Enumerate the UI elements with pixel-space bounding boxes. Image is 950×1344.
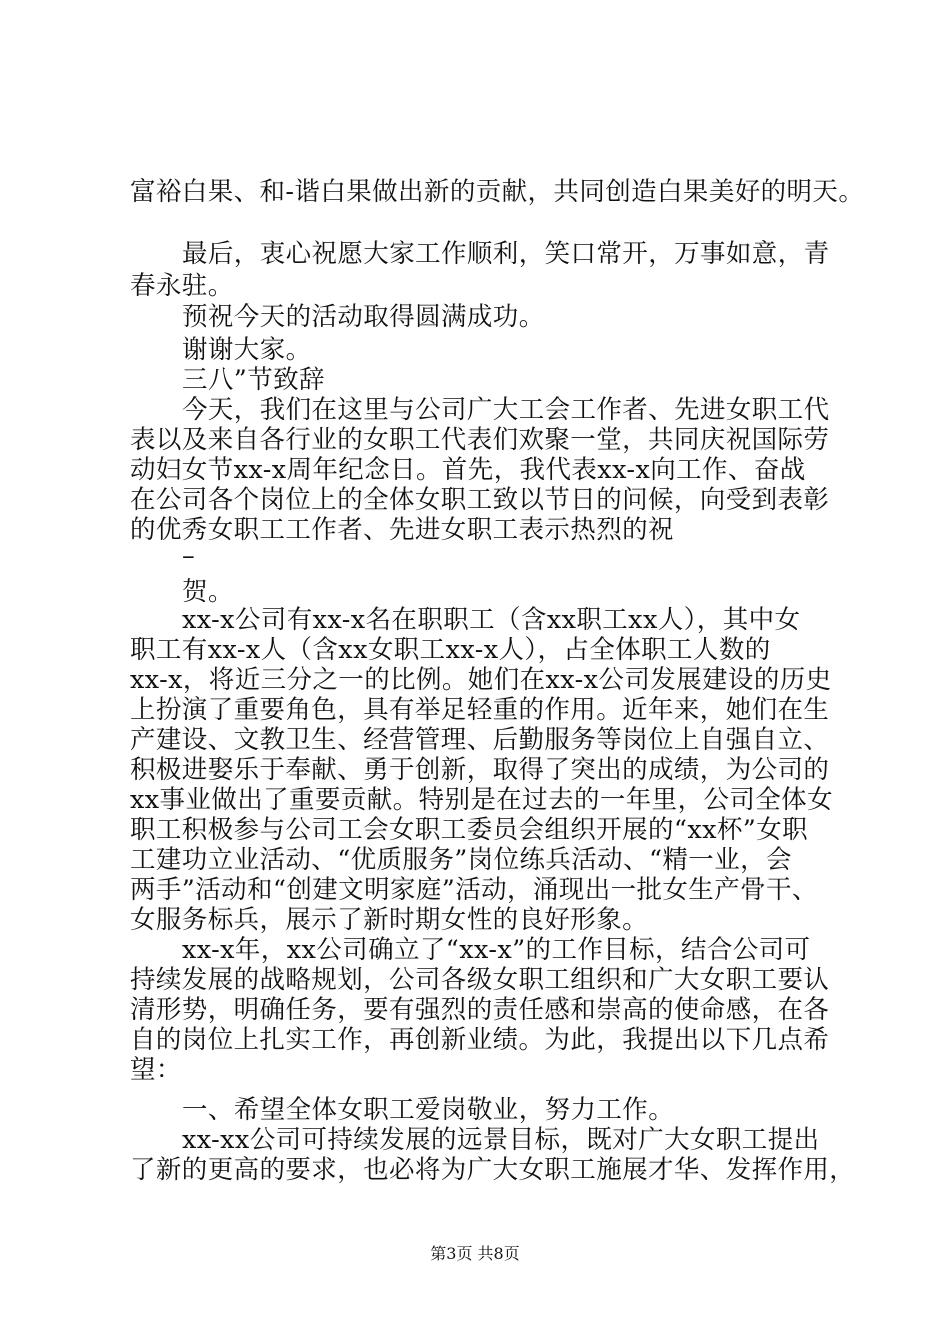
text-line: 职工积极参与公司工会女职工委员会组织开展的“xx杯”女职 — [130, 815, 809, 845]
text-line: xx-x，将近三分之一的比例。她们在xx-x公司发展建设的历史 — [130, 665, 832, 695]
text-line: 最后，衷心祝愿大家工作顺利，笑口常开，万事如意，青 — [182, 239, 830, 269]
text-line: 了新的更高的要求，也必将为广大女职工施展才华、发挥作用， — [130, 1155, 856, 1185]
text-line: 富裕白果、和-谐白果做出新的贡献，共同创造白果美好的明天。 — [130, 177, 865, 207]
text-line: – — [182, 541, 196, 571]
text-line: 两手”活动和“创建文明家庭”活动，涌现出一批女生产骨干、 — [130, 875, 818, 905]
section-heading: 三八”节致辞 — [182, 365, 325, 395]
text-line: 持续发展的战略规划，公司各级女职工组织和广大女职工要认 — [130, 965, 830, 995]
text-line: 上扮演了重要角色，具有举足轻重的作用。近年来，她们在生 — [130, 695, 830, 725]
text-line: 谢谢大家。 — [182, 335, 312, 365]
text-line: 贺。 — [182, 577, 234, 607]
text-line: 预祝今天的活动取得圆满成功。 — [182, 302, 545, 332]
text-line: xx-x公司有xx-x名在职职工（含xx职工xx人），其中女 — [182, 605, 801, 635]
text-line: 女服务标兵，展示了新时期女性的良好形象。 — [130, 905, 649, 935]
text-line: 工建功立业活动、“优质服务”岗位练兵活动、“精一业，会 — [130, 845, 792, 875]
text-line: xx-xx公司可持续发展的远景目标，既对广大女职工提出 — [182, 1125, 820, 1155]
text-line: 产建设、文教卫生、经营管理、后勤服务等岗位上自强自立、 — [130, 725, 830, 755]
text-line: 自的岗位上扎实工作，再创新业绩。为此，我提出以下几点希 — [130, 1025, 830, 1055]
text-line: 一、希望全体女职工爱岗敬业，努力工作。 — [182, 1095, 675, 1125]
text-line: 表以及来自各行业的女职工代表们欢聚一堂，共同庆祝国际劳 — [130, 425, 830, 455]
text-line: 春永驻。 — [130, 271, 234, 301]
text-line: 清形势，明确任务，要有强烈的责任感和崇高的使命感，在各 — [130, 995, 830, 1025]
text-line: xx事业做出了重要贡献。特别是在过去的一年里，公司全体女 — [130, 785, 833, 815]
text-line: 今天，我们在这里与公司广大工会工作者、先进女职工代 — [182, 395, 830, 425]
text-line: 在公司各个岗位上的全体女职工致以节日的问候，向受到表彰 — [130, 485, 830, 515]
text-line: 动妇女节xx-x周年纪念日。首先，我代表xx-x向工作、奋战 — [130, 455, 806, 485]
text-line: 积极进娶乐于奉献、勇于创新，取得了突出的成绩，为公司的 — [130, 755, 830, 785]
text-line: 的优秀女职工工作者、先进女职工表示热烈的祝 — [130, 515, 674, 545]
page-number-footer: 第3页 共8页 — [430, 1244, 520, 1263]
text-line: 职工有xx-x人（含xx女职工xx-x人），占全体职工人数的 — [130, 635, 771, 665]
text-line: 望： — [130, 1055, 182, 1085]
text-line: xx-x年，xx公司确立了“xx-x”的工作目标，结合公司可 — [182, 935, 811, 965]
